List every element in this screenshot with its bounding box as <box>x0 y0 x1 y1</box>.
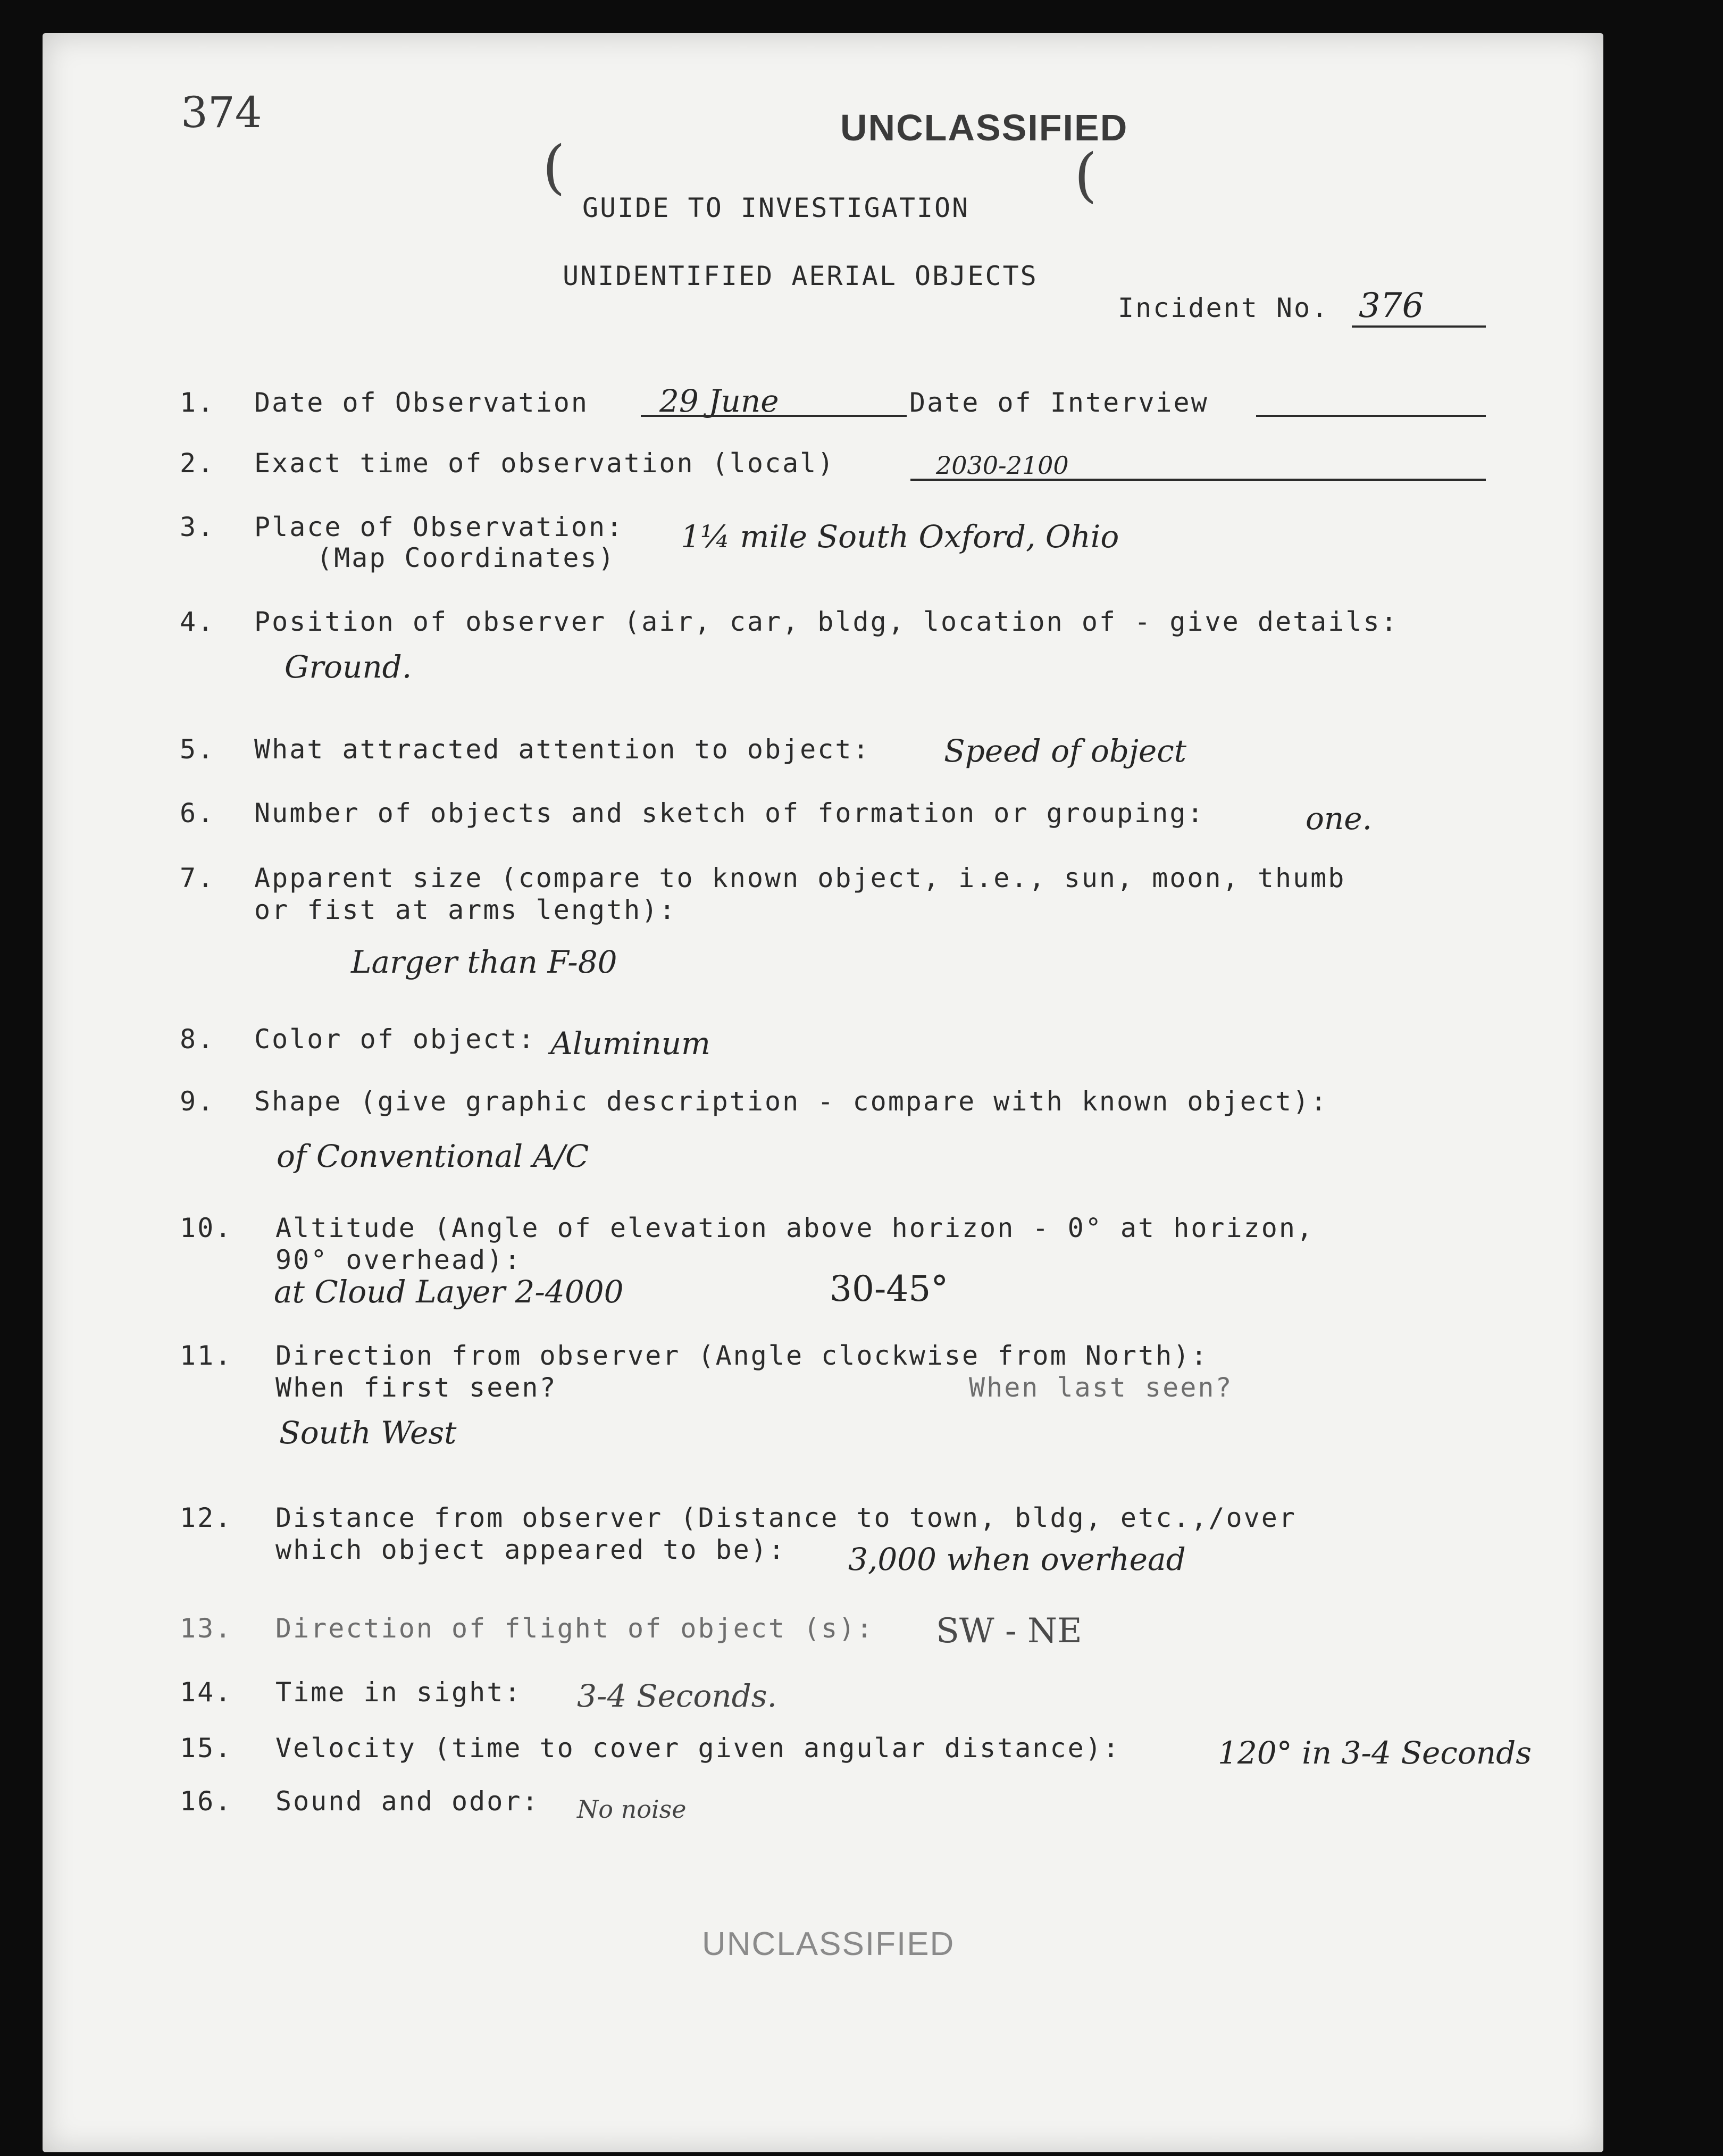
item-15-value: 120° in 3-4 Seconds <box>1218 1735 1532 1771</box>
item-5-number: 5. <box>180 734 215 765</box>
item-10-label-cont: 90° overhead): <box>275 1244 522 1275</box>
item-10-value2: 30-45° <box>830 1268 949 1309</box>
item-15-label: Velocity (time to cover given angular distance): <box>275 1733 1120 1764</box>
item-2-number: 2. <box>180 448 215 479</box>
item-12-number: 12. <box>180 1502 233 1533</box>
item-5-value: Speed of object <box>944 733 1187 769</box>
item-2-underline <box>910 479 1486 481</box>
paren-mark-left: ( <box>542 133 565 201</box>
paren-mark-right: ( <box>1074 141 1097 209</box>
item-6-label: Number of objects and sketch of formation or grouping: <box>254 798 1205 829</box>
item-14-number: 14. <box>180 1677 233 1708</box>
item-16-label: Sound and odor: <box>275 1786 540 1817</box>
item-7-value: Larger than F-80 <box>351 944 617 980</box>
classification-stamp-bottom: UNCLASSIFIED <box>702 1926 955 1962</box>
item-8-number: 8. <box>180 1024 215 1055</box>
item-8-label: Color of object: <box>254 1024 536 1055</box>
incident-label: Incident No. <box>1118 293 1329 323</box>
item-9-number: 9. <box>180 1086 215 1117</box>
item-11-label: Direction from observer (Angle clockwise from North): <box>275 1340 1209 1371</box>
item-3-value: 1¼ mile South Oxford, Ohio <box>681 519 1119 555</box>
item-6-value: one. <box>1306 800 1373 837</box>
item-12-label: Distance from observer (Distance to town, bldg, etc.,/over <box>275 1502 1297 1533</box>
item-16-number: 16. <box>180 1786 233 1817</box>
incident-underline <box>1352 325 1486 328</box>
page-number: 374 <box>181 88 262 137</box>
item-2-value: 2030-2100 <box>936 451 1069 480</box>
item-1-value: 29 June <box>659 383 779 419</box>
item-1-number: 1. <box>180 387 215 418</box>
item-3-label: Place of Observation: <box>254 512 624 542</box>
item-13-value: SW - NE <box>936 1611 1082 1651</box>
item-1-label2: Date of Interview <box>909 387 1209 418</box>
form-title: UNIDENTIFIED AERIAL OBJECTS <box>563 261 1038 291</box>
item-1-underline2 <box>1256 415 1486 417</box>
item-7-number: 7. <box>180 863 215 893</box>
item-12-value: 3,000 when overhead <box>848 1541 1186 1577</box>
item-14-label: Time in sight: <box>275 1677 522 1708</box>
item-6-number: 6. <box>180 798 215 829</box>
item-13-label: Direction of flight of object (s): <box>275 1613 874 1644</box>
item-3-number: 3. <box>180 512 215 542</box>
item-11-first-label: When first seen? <box>275 1372 557 1403</box>
item-11-last-label: When last seen? <box>969 1372 1233 1403</box>
item-9-label: Shape (give graphic description - compare with known object): <box>254 1086 1328 1117</box>
item-13-number: 13. <box>180 1613 233 1644</box>
item-4-label: Position of observer (air, car, bldg, location of - give details: <box>254 606 1399 637</box>
item-11-number: 11. <box>180 1340 233 1371</box>
item-9-value: of Conventional A/C <box>277 1138 589 1174</box>
guide-title: GUIDE TO INVESTIGATION <box>582 193 970 223</box>
item-11-value: South West <box>279 1415 457 1451</box>
item-4-value: Ground. <box>285 649 412 685</box>
item-2-label: Exact time of observation (local) <box>254 448 835 479</box>
item-10-number: 10. <box>180 1213 233 1243</box>
item-14-value: 3-4 Seconds. <box>577 1678 777 1714</box>
item-10-value: at Cloud Layer 2-4000 <box>274 1274 624 1310</box>
item-7-label-cont: or fist at arms length): <box>254 895 677 925</box>
item-4-number: 4. <box>180 606 215 637</box>
item-1-label: Date of Observation <box>254 387 589 418</box>
item-5-label: What attracted attention to object: <box>254 734 871 765</box>
item-1-underline <box>641 415 907 417</box>
item-15-number: 15. <box>180 1733 233 1764</box>
classification-stamp-top: UNCLASSIFIED <box>840 107 1128 148</box>
item-10-label: Altitude (Angle of elevation above horizon - 0° at horizon, <box>275 1213 1315 1243</box>
incident-number: 376 <box>1359 286 1424 325</box>
item-7-label: Apparent size (compare to known object, i.e., sun, moon, thumb <box>254 863 1346 893</box>
item-16-value: No noise <box>577 1795 687 1824</box>
item-8-value: Aluminum <box>550 1025 711 1062</box>
item-3-label-sub: (Map Coordinates) <box>316 542 616 573</box>
item-12-label-cont: which object appeared to be): <box>275 1534 786 1565</box>
